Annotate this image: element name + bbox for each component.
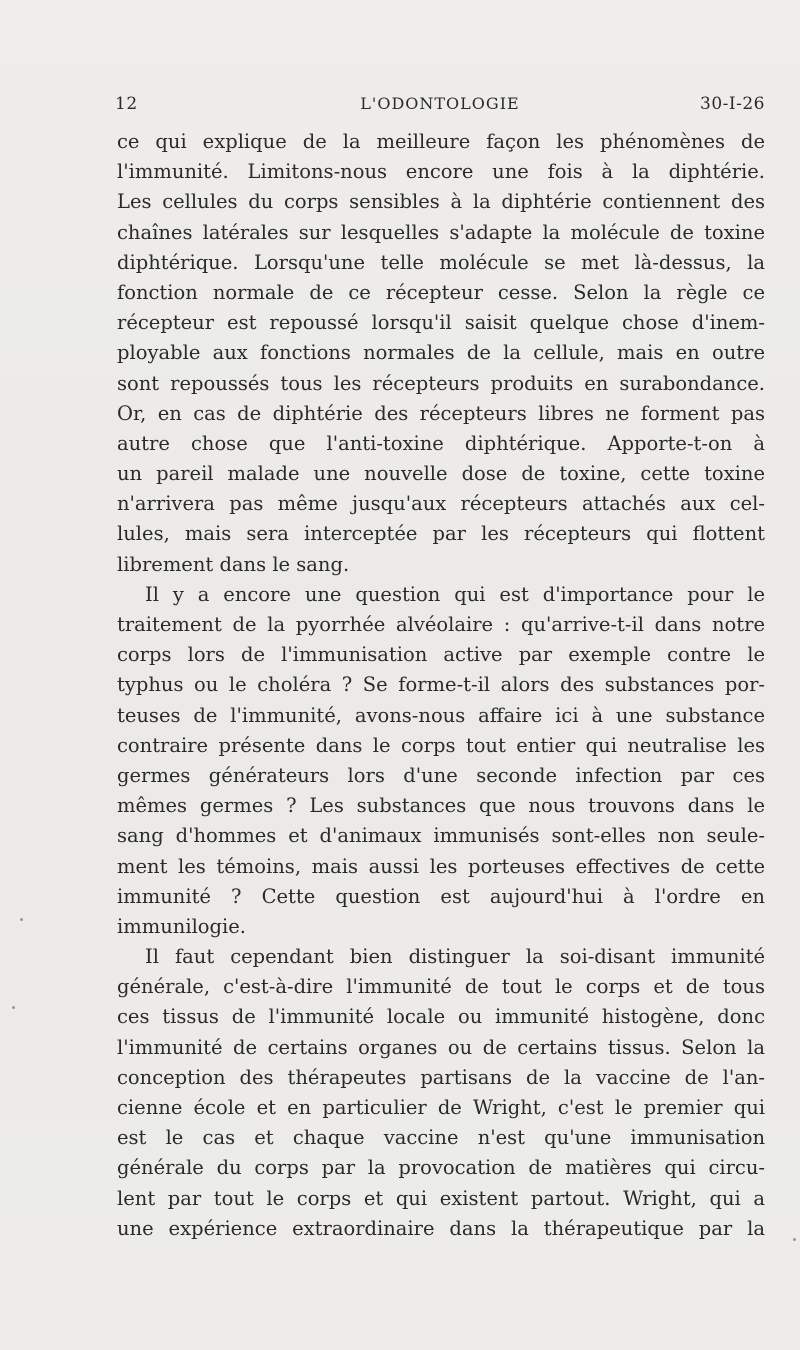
text-line: mêmes germes ? Les substances que nous trouvons dans le — [117, 794, 765, 818]
text-line: autre chose que l'anti-toxine diphtérique. Apporte-t-on à — [117, 431, 765, 455]
paper-speck — [793, 1238, 796, 1241]
text-line: diphtérique. Lorsqu'une telle molécule se met là-dessus, la — [117, 250, 765, 274]
paper-speck — [20, 918, 23, 921]
text-line: chaînes latérales sur lesquelles s'adapte la molécule de toxine — [117, 220, 765, 244]
issue-date: 30-I-26 — [700, 94, 765, 114]
text-line: corps lors de l'immunisation active par exemple contre le — [117, 643, 765, 667]
running-title: L'ODONTOLOGIE — [360, 94, 520, 113]
paragraph-start-line: Il faut cependant bien distinguer la soi-disant immunité — [145, 945, 765, 969]
text-line: conception des thérapeutes partisans de la vaccine de l'an- — [117, 1065, 765, 1089]
text-line: générale, c'est-à-dire l'immunité de tout le corps et de tous — [117, 975, 765, 999]
text-line: une expérience extraordinaire dans la thérapeutique par la — [117, 1216, 765, 1240]
paper-speck — [12, 1006, 15, 1009]
text-line: typhus ou le choléra ? Se forme-t-il alors des substances por- — [117, 673, 765, 697]
page-number: 12 — [115, 94, 138, 114]
text-line: teuses de l'immunité, avons-nous affaire ici à une substance — [117, 703, 765, 727]
text-line: générale du corps par la provocation de matières qui circu- — [117, 1156, 765, 1180]
text-line: lent par tout le corps et qui existent partout. Wright, qui a — [117, 1186, 765, 1210]
text-line: ployable aux fonctions normales de la cellule, mais en outre — [117, 341, 765, 365]
text-line: est le cas et chaque vaccine n'est qu'une immunisation — [117, 1126, 765, 1150]
text-line: traitement de la pyorrhée alvéolaire : qu'arrive-t-il dans notre — [117, 613, 765, 636]
paragraph-end-line: immunilogie. — [117, 914, 247, 938]
text-line: l'immunité de certains organes ou de certains tissus. Selon la — [117, 1035, 765, 1059]
text-line: fonction normale de ce récepteur cesse. Selon la règle ce — [117, 280, 765, 304]
text-line: ce qui explique de la meilleure façon les phénomènes de — [117, 130, 765, 153]
body-text — [117, 127, 765, 1244]
text-line: Or, en cas de diphtérie des récepteurs libres ne forment pas — [117, 401, 765, 425]
paragraph-start-line: Il y a encore une question qui est d'importance pour le — [145, 582, 765, 606]
text-line: n'arrivera pas même jusqu'aux récepteurs attachés aux cel- — [117, 492, 765, 516]
text-line: l'immunité. Limitons-nous encore une fois à la diphtérie. — [117, 160, 765, 184]
text-line: Les cellules du corps sensibles à la diphtérie contiennent des — [117, 190, 765, 214]
text-line: ces tissus de l'immunité locale ou immunité histogène, donc — [117, 1005, 765, 1029]
text-line: sang d'hommes et d'animaux immunisés sont-elles non seule- — [117, 824, 765, 848]
text-line: ment les témoins, mais aussi les porteuses effectives de cette — [117, 854, 765, 878]
page-header — [115, 94, 765, 118]
text-line: sont repoussés tous les récepteurs produits en surabondance. — [117, 371, 765, 395]
text-line: lules, mais sera interceptée par les récepteurs qui flottent — [117, 522, 765, 546]
text-line: un pareil malade une nouvelle dose de toxine, cette toxine — [117, 462, 765, 486]
paragraph-end-line: librement dans le sang. — [117, 552, 350, 576]
text-line: contraire présente dans le corps tout entier qui neutralise les — [117, 733, 765, 757]
text-line: germes générateurs lors d'une seconde infection par ces — [117, 763, 765, 787]
text-line: récepteur est repoussé lorsqu'il saisit quelque chose d'inem- — [117, 311, 765, 335]
text-line: immunité ? Cette question est aujourd'hui à l'ordre en — [117, 884, 765, 908]
text-line: cienne école et en particulier de Wright, c'est le premier qui — [117, 1096, 765, 1119]
